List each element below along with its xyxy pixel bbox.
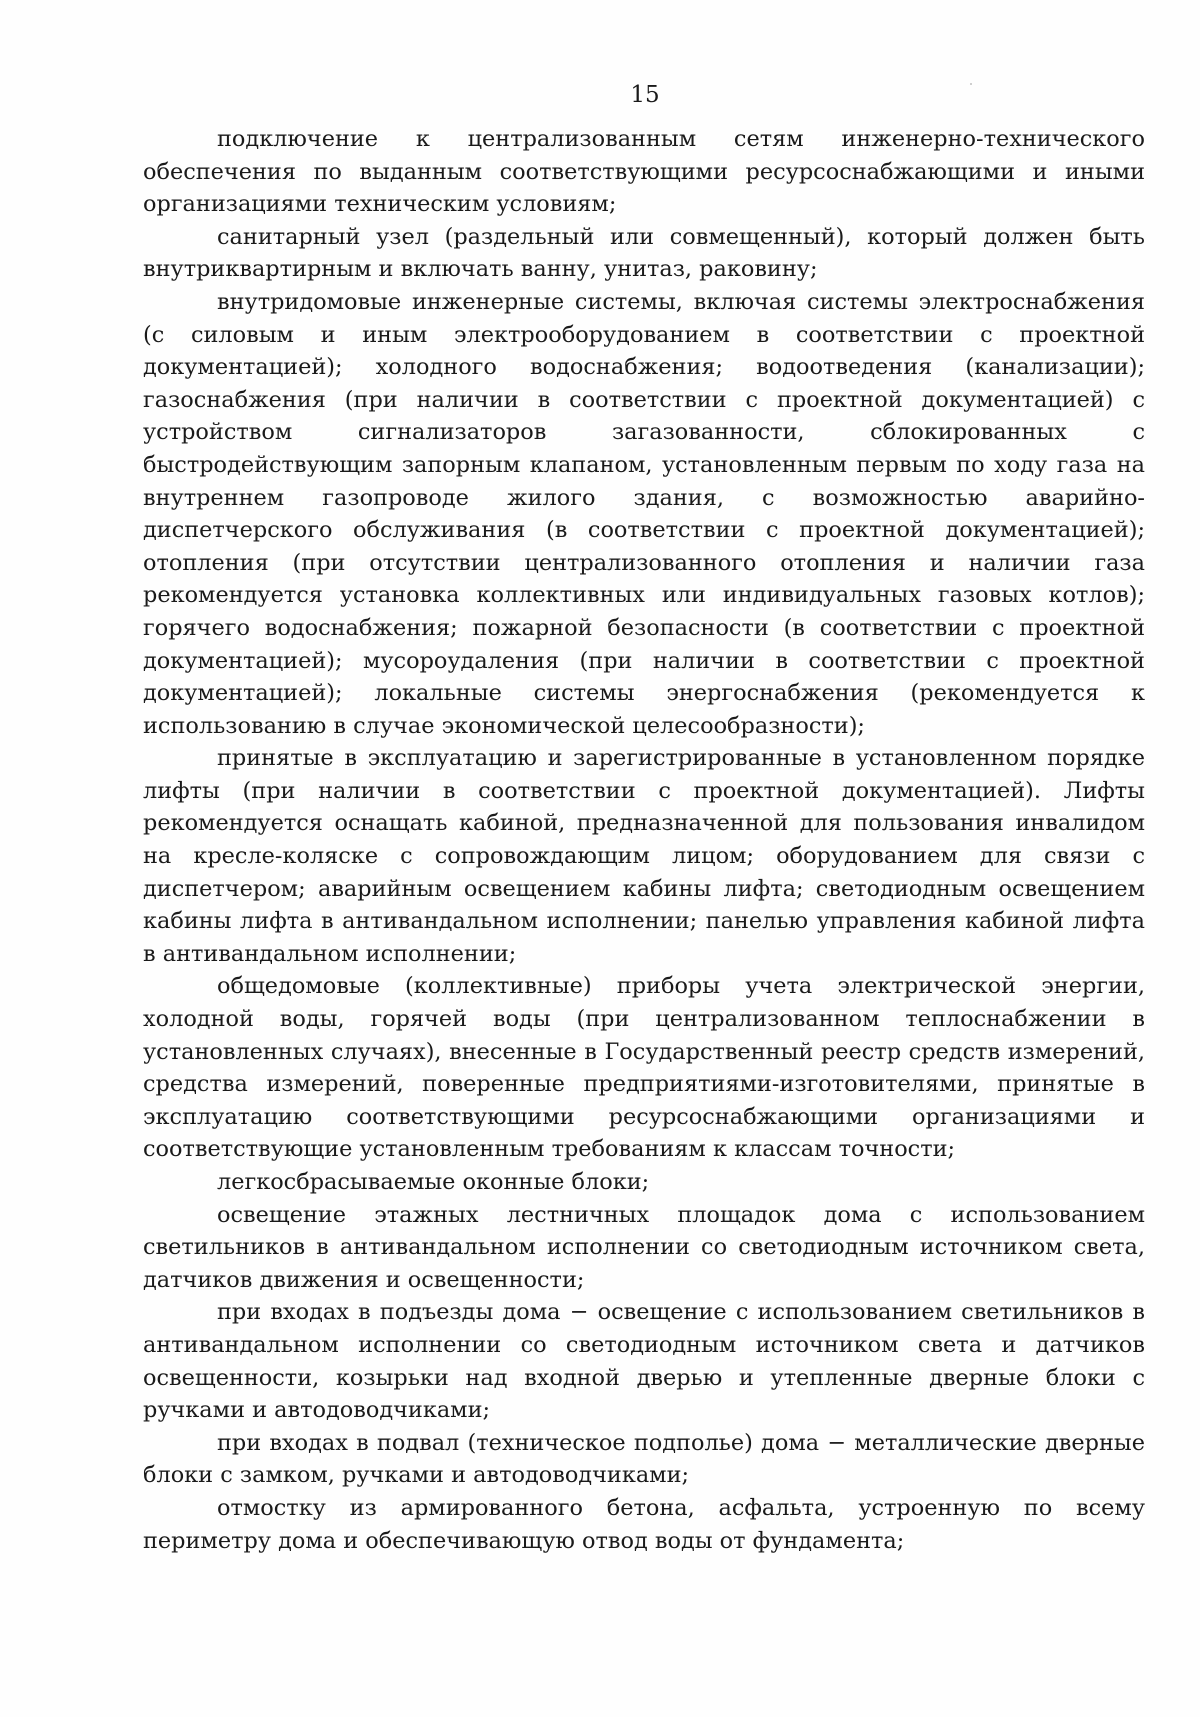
paragraph-9: при входах в подвал (техническое подполье) дома − металлические дверные блоки с замком, ручками и автодоводчиками; bbox=[143, 1429, 1145, 1489]
paragraph-4: принятые в эксплуатацию и зарегистрированные в установленном порядке лифты (при наличии в соответствии с проектной документацией). Лифты рекомендуется оснащать кабиной, предназначенной для пользования инвалидом на кресле-коляске с сопровождающим лицом; оборудованием для связи с диспетчером; аварийным освещением кабины лифта; светодиодным освещением кабины лифта в антивандальном исполнении; панелью управления кабиной лифта в антивандальном исполнении; bbox=[143, 745, 1145, 967]
paragraph-8: при входах в подъезды дома − освещение с использованием светильников в антивандальном исполнении со светодиодным источником света и датчиков освещенности, козырьки над входной дверью и утепленные дверные блоки с ручками и автодоводчиками; bbox=[143, 1299, 1145, 1424]
paragraph-7: освещение этажных лестничных площадок дома с использованием светильников в антивандальном исполнении со светодиодным источником света, датчиков движения и освещенности; bbox=[143, 1201, 1145, 1293]
page-number: 15 bbox=[630, 82, 660, 108]
paragraph-6: легкосбрасываемые оконные блоки; bbox=[217, 1169, 650, 1195]
paragraph-3: внутридомовые инженерные системы, включая системы электроснабжения (с силовым и иным электрооборудованием в соответствии с проектной документацией); холодного водоснабжения; водоотведения (канализации); газоснабжения (при наличии в соответствии с проектной документацией) с устройством сигнализаторов загазованности, сблокированных с быстродействующим запорным клапаном, установленным первым по ходу газа на внутреннем газопроводе жилого здания, с возможностью аварийно-диспетчерского обслуживания (в соответствии с проектной документацией); отопления (при отсутствии централизованного отопления и наличии газа рекомендуется установка коллективных или индивидуальных газовых котлов); горячего водоснабжения; пожарной безопасности (в соответствии с проектной документацией); мусороудаления (при наличии в соответствии с проектной документацией); локальные системы энергоснабжения (рекомендуется к использованию в случае экономической целесообразности); bbox=[143, 288, 1145, 739]
paragraph-1: подключение к централизованным сетям инженерно-технического обеспечения по выданным соответствующими ресурсоснабжающими и иными организациями техническим условиям; bbox=[143, 126, 1145, 218]
paragraph-5: общедомовые (коллективные) приборы учета электрической энергии, холодной воды, горячей воды (при централизованном теплоснабжении в установленных случаях), внесенные в Государственный реестр средств измерений, средства измерений, поверенные предприятиями-изготовителями, принятые в эксплуатацию соответствующими ресурсоснабжающими организациями и соответствующие установленным требованиям к классам точности; bbox=[143, 973, 1145, 1163]
paragraph-2: санитарный узел (раздельный или совмещенный), который должен быть внутриквартирным и включать ванну, унитаз, раковину; bbox=[143, 223, 1145, 283]
paragraph-10: отмостку из армированного бетона, асфальта, устроенную по всему периметру дома и обеспечивающую отвод воды от фундамента; bbox=[143, 1494, 1145, 1554]
document-body bbox=[143, 123, 1145, 1557]
